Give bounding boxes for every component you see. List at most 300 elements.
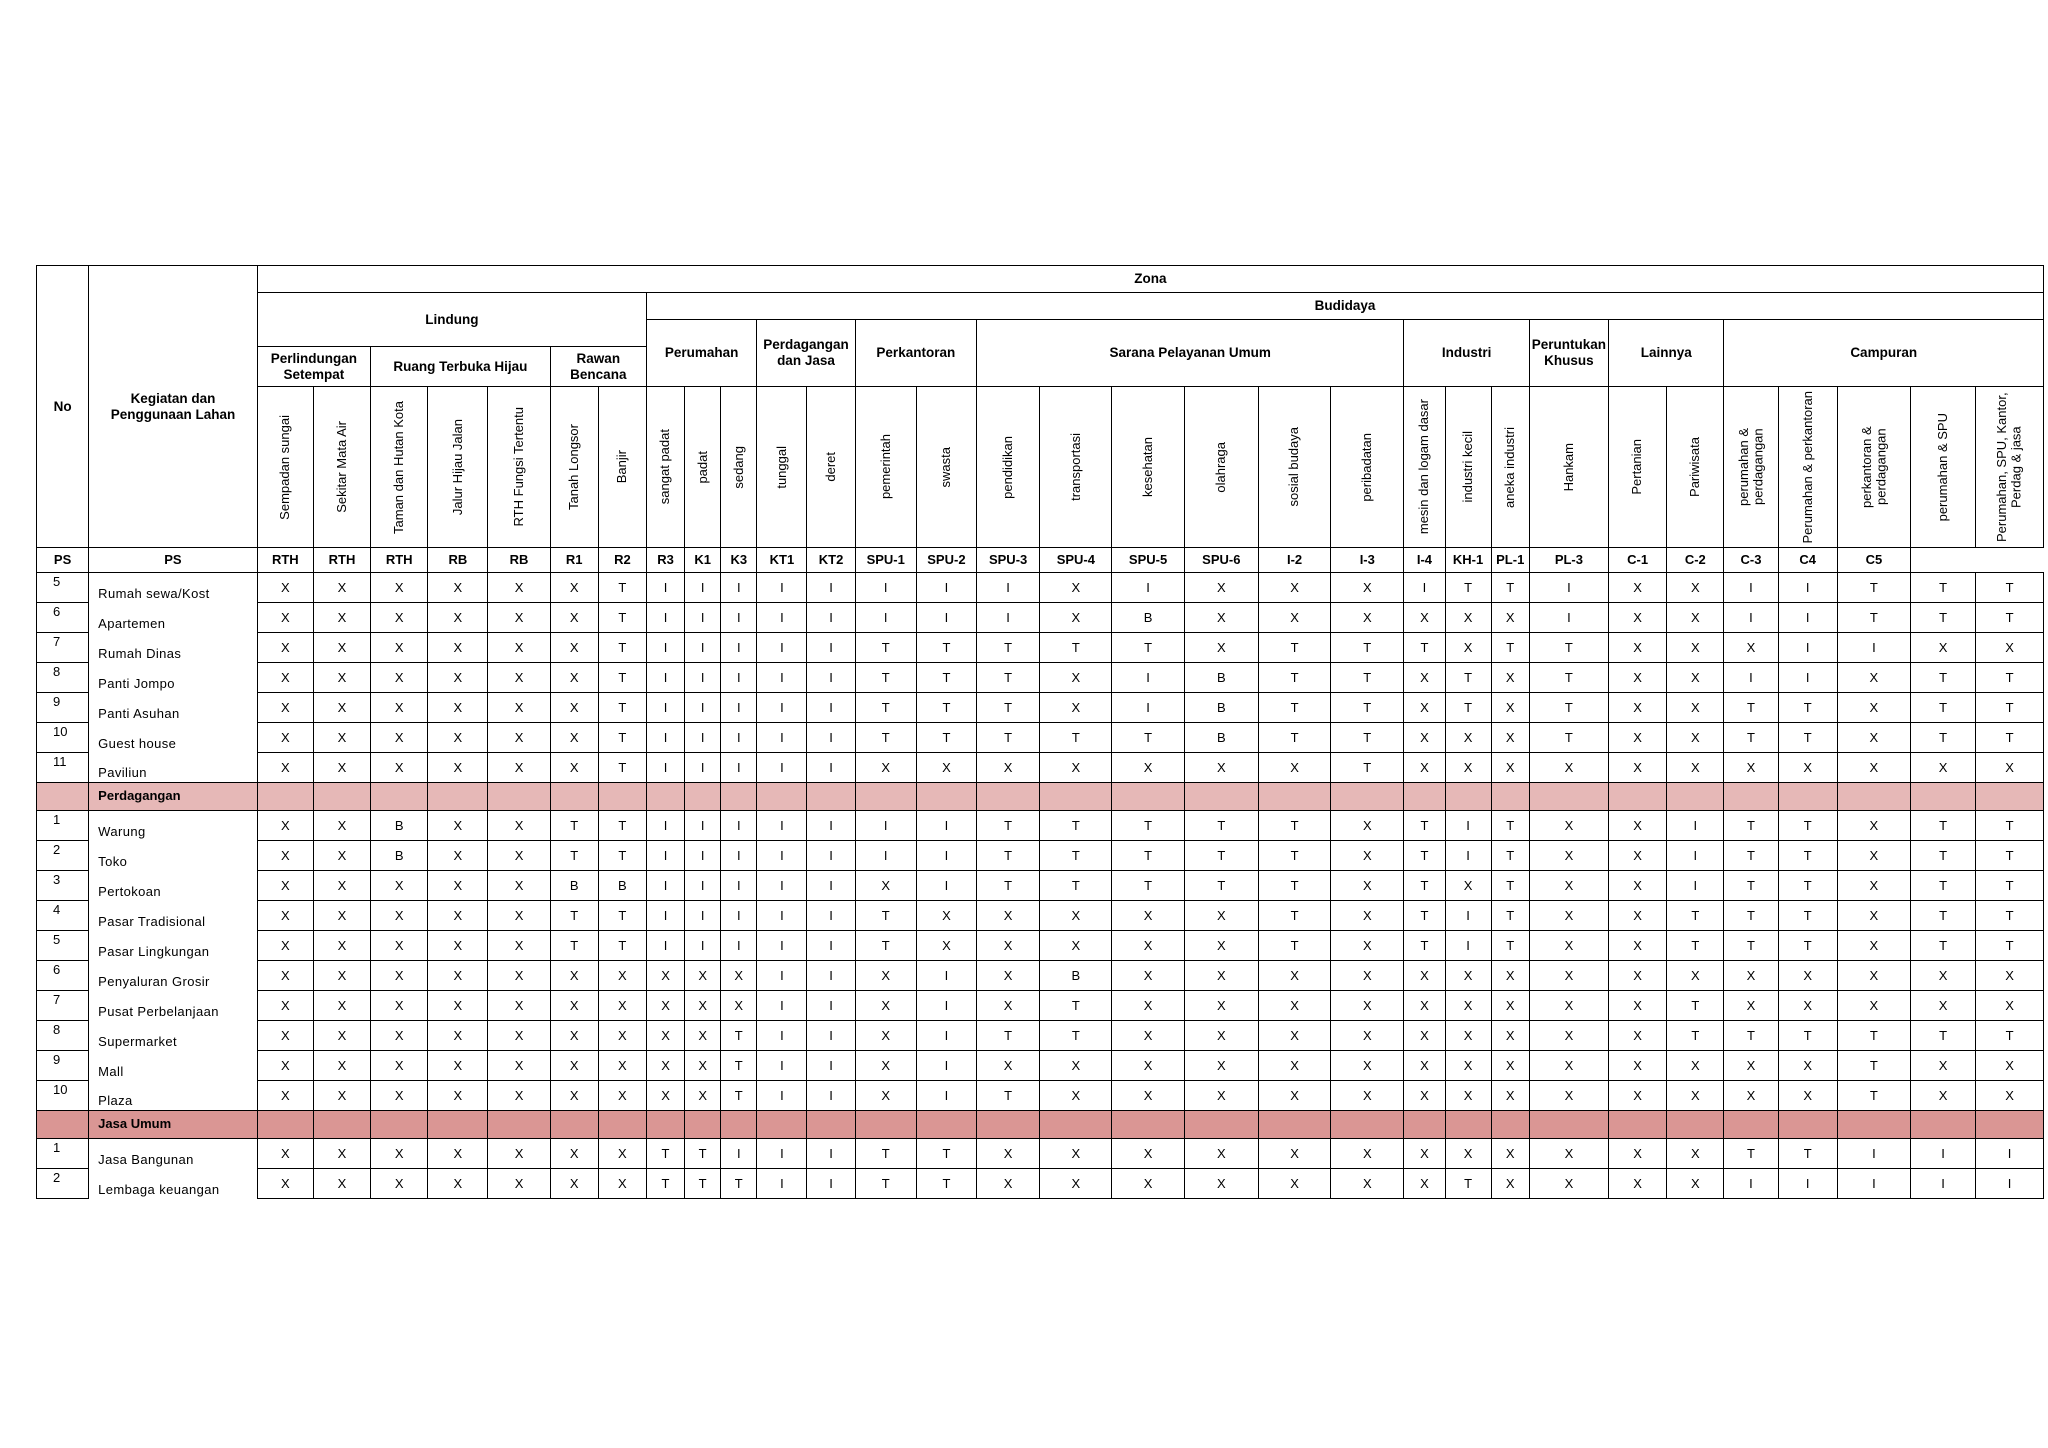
permission-cell: I: [1667, 811, 1724, 841]
permission-cell: T: [1491, 841, 1529, 871]
permission-cell: T: [977, 693, 1040, 723]
permission-cell: X: [371, 1169, 428, 1199]
column-sub-header: [916, 387, 976, 548]
section-fill-cell: [646, 1111, 684, 1139]
permission-cell: X: [598, 1021, 646, 1051]
permission-cell: X: [1184, 1021, 1258, 1051]
permission-cell: T: [855, 901, 916, 931]
permission-cell: X: [1609, 871, 1667, 901]
zone-code: C5: [1837, 548, 1910, 573]
permission-cell: X: [1724, 991, 1778, 1021]
permission-cell: X: [1258, 1051, 1330, 1081]
permission-cell: X: [1609, 931, 1667, 961]
permission-cell: X: [1258, 603, 1330, 633]
permission-cell: I: [1976, 1169, 2044, 1199]
permission-cell: X: [257, 961, 313, 991]
no-header: No: [37, 266, 89, 548]
row-number: 8: [37, 1021, 89, 1051]
permission-cell: X: [371, 1139, 428, 1169]
permission-cell: T: [855, 931, 916, 961]
permission-cell: T: [977, 663, 1040, 693]
section-fill-cell: [757, 1111, 807, 1139]
permission-cell: X: [1976, 991, 2044, 1021]
permission-cell: I: [646, 633, 684, 663]
zone-code: KT2: [807, 548, 855, 573]
permission-cell: X: [550, 1021, 598, 1051]
permission-cell: T: [1976, 693, 2044, 723]
table-row: [37, 573, 2044, 603]
permission-cell: X: [1404, 723, 1445, 753]
permission-cell: T: [598, 901, 646, 931]
permission-cell: T: [1976, 573, 2044, 603]
column-sub-header: [721, 387, 757, 548]
column-sub-header-label: pendidikan: [999, 435, 1015, 499]
permission-cell: X: [313, 901, 370, 931]
permission-cell: X: [488, 663, 550, 693]
permission-cell: I: [646, 811, 684, 841]
permission-cell: I: [807, 723, 855, 753]
column-sub-header: [488, 387, 550, 548]
permission-cell: T: [1491, 871, 1529, 901]
permission-cell: I: [685, 693, 721, 723]
permission-cell: T: [1724, 723, 1778, 753]
permission-cell: X: [371, 573, 428, 603]
permission-cell: T: [550, 811, 598, 841]
permission-cell: X: [428, 1021, 488, 1051]
permission-cell: T: [1529, 723, 1608, 753]
section-fill-cell: [1404, 783, 1445, 811]
section-fill-cell: [1112, 783, 1184, 811]
permission-cell: I: [1667, 871, 1724, 901]
permission-cell: T: [1976, 811, 2044, 841]
permission-cell: X: [313, 991, 370, 1021]
permission-cell: T: [1724, 811, 1778, 841]
permission-cell: X: [1112, 961, 1184, 991]
section-title: Jasa Umum: [89, 1111, 258, 1139]
permission-cell: I: [757, 991, 807, 1021]
permission-cell: X: [1404, 991, 1445, 1021]
permission-cell: I: [1778, 1169, 1837, 1199]
section-fill-cell: [646, 783, 684, 811]
permission-cell: I: [721, 663, 757, 693]
permission-cell: X: [257, 573, 313, 603]
permission-cell: X: [685, 991, 721, 1021]
section-fill-cell: [1911, 783, 1976, 811]
permission-cell: X: [1404, 961, 1445, 991]
permission-cell: X: [550, 633, 598, 663]
column-sub-header-label: Perumahan & perkantoran: [1799, 390, 1815, 544]
permission-cell: T: [1040, 991, 1112, 1021]
permission-cell: X: [1331, 961, 1404, 991]
permission-cell: X: [257, 931, 313, 961]
permission-cell: X: [1609, 1021, 1667, 1051]
permission-cell: X: [1609, 1139, 1667, 1169]
activity-name: Toko: [89, 841, 258, 871]
section-row: [37, 783, 2044, 811]
permission-cell: I: [646, 931, 684, 961]
lindung-group-header: Perlindungan Setempat: [257, 347, 370, 387]
permission-cell: T: [721, 1021, 757, 1051]
permission-cell: X: [1491, 1139, 1529, 1169]
permission-cell: X: [977, 753, 1040, 783]
permission-cell: I: [1404, 573, 1445, 603]
permission-cell: X: [1837, 663, 1910, 693]
section-fill-cell: [721, 783, 757, 811]
permission-cell: T: [1778, 1021, 1837, 1051]
zone-code: R1: [550, 548, 598, 573]
column-sub-header-label: mesin dan logam dasar: [1416, 399, 1432, 535]
permission-cell: X: [1258, 753, 1330, 783]
permission-cell: I: [807, 931, 855, 961]
permission-cell: B: [1184, 693, 1258, 723]
column-sub-header: [1609, 387, 1667, 548]
zone-code: K3: [721, 548, 757, 573]
permission-cell: T: [1529, 663, 1608, 693]
permission-cell: I: [1778, 573, 1837, 603]
zone-code: RB: [488, 548, 550, 573]
column-sub-header: [1911, 387, 1976, 548]
section-fill-cell: [807, 1111, 855, 1139]
column-sub-header: [1404, 387, 1445, 548]
permission-cell: I: [685, 573, 721, 603]
column-sub-header: [1445, 387, 1491, 548]
permission-cell: X: [1667, 663, 1724, 693]
permission-cell: X: [428, 811, 488, 841]
zone-code: SPU-2: [916, 548, 976, 573]
permission-cell: I: [685, 811, 721, 841]
permission-cell: I: [757, 633, 807, 663]
section-fill-cell: [488, 1111, 550, 1139]
permission-cell: I: [685, 753, 721, 783]
permission-cell: T: [1976, 663, 2044, 693]
section-fill-cell: [1529, 783, 1608, 811]
column-sub-header: [371, 387, 428, 548]
permission-cell: X: [1331, 1051, 1404, 1081]
column-sub-header: [977, 387, 1040, 548]
section-fill-cell: [371, 783, 428, 811]
column-sub-header: [855, 387, 916, 548]
budidaya-group-header: Lainnya: [1609, 320, 1724, 387]
column-sub-header-label: Banjir: [614, 450, 630, 484]
permission-cell: X: [855, 1081, 916, 1111]
permission-cell: X: [646, 1081, 684, 1111]
permission-cell: X: [1609, 811, 1667, 841]
permission-cell: T: [1258, 871, 1330, 901]
permission-cell: I: [1445, 811, 1491, 841]
section-fill-cell: [721, 1111, 757, 1139]
table-row: [37, 931, 2044, 961]
permission-cell: T: [685, 1139, 721, 1169]
permission-cell: X: [1112, 1169, 1184, 1199]
permission-cell: X: [1491, 1051, 1529, 1081]
permission-cell: X: [371, 1081, 428, 1111]
permission-cell: T: [1404, 841, 1445, 871]
permission-cell: X: [488, 1139, 550, 1169]
permission-cell: I: [757, 1021, 807, 1051]
permission-cell: X: [428, 693, 488, 723]
column-sub-header: [1778, 387, 1837, 548]
column-sub-header-label: swasta: [938, 446, 954, 488]
section-fill-cell: [1778, 783, 1837, 811]
section-fill-cell: [1445, 1111, 1491, 1139]
permission-cell: X: [1404, 1051, 1445, 1081]
permission-cell: T: [855, 1139, 916, 1169]
permission-cell: T: [1112, 633, 1184, 663]
section-fill-cell: [313, 1111, 370, 1139]
permission-cell: I: [757, 931, 807, 961]
column-sub-header-label: Sekitar Mata Air: [333, 421, 349, 513]
permission-cell: X: [1404, 663, 1445, 693]
permission-cell: T: [1911, 901, 1976, 931]
column-sub-header: [1040, 387, 1112, 548]
permission-cell: X: [257, 633, 313, 663]
permission-cell: T: [1040, 811, 1112, 841]
permission-cell: T: [1976, 871, 2044, 901]
permission-cell: X: [488, 633, 550, 663]
column-sub-header-label: Pertanian: [1629, 439, 1645, 495]
permission-cell: B: [371, 841, 428, 871]
permission-cell: I: [757, 693, 807, 723]
zone-code: R2: [598, 548, 646, 573]
permission-cell: X: [1112, 1021, 1184, 1051]
section-fill-cell: [855, 783, 916, 811]
permission-cell: X: [1609, 633, 1667, 663]
permission-cell: X: [1331, 1139, 1404, 1169]
permission-cell: T: [1837, 573, 1910, 603]
permission-cell: T: [1491, 931, 1529, 961]
permission-cell: T: [1491, 811, 1529, 841]
permission-cell: X: [371, 901, 428, 931]
section-fill-cell: [1184, 783, 1258, 811]
permission-cell: T: [1837, 1051, 1910, 1081]
permission-cell: X: [1331, 573, 1404, 603]
permission-cell: T: [977, 871, 1040, 901]
zone-code: I-2: [1258, 548, 1330, 573]
permission-cell: X: [1911, 1051, 1976, 1081]
permission-cell: B: [371, 811, 428, 841]
zone-code: KH-1: [1445, 548, 1491, 573]
row-number: 8: [37, 663, 89, 693]
permission-cell: I: [807, 961, 855, 991]
permission-cell: X: [1040, 1081, 1112, 1111]
row-number: 4: [37, 901, 89, 931]
budidaya-group-header: Sarana Pelayanan Umum: [977, 320, 1404, 387]
permission-cell: X: [1331, 841, 1404, 871]
permission-cell: X: [371, 961, 428, 991]
permission-cell: X: [1184, 1169, 1258, 1199]
permission-cell: X: [1445, 871, 1491, 901]
activity-name: Apartemen: [89, 603, 258, 633]
permission-cell: X: [1609, 1081, 1667, 1111]
column-sub-header-label: padat: [694, 450, 710, 484]
permission-cell: X: [1529, 1139, 1608, 1169]
permission-cell: X: [371, 723, 428, 753]
column-sub-header-label: sosial budaya: [1286, 427, 1302, 507]
permission-cell: T: [646, 1169, 684, 1199]
permission-cell: I: [1445, 901, 1491, 931]
permission-cell: X: [371, 693, 428, 723]
zone-code: PL-1: [1491, 548, 1529, 573]
permission-cell: X: [1445, 633, 1491, 663]
permission-cell: I: [646, 871, 684, 901]
permission-cell: T: [1112, 811, 1184, 841]
permission-cell: I: [1724, 573, 1778, 603]
column-sub-header-label: Pariwisata: [1687, 437, 1703, 497]
permission-cell: T: [598, 693, 646, 723]
permission-cell: X: [1184, 1139, 1258, 1169]
permission-cell: X: [1331, 901, 1404, 931]
permission-cell: X: [428, 633, 488, 663]
permission-cell: X: [550, 603, 598, 633]
permission-cell: X: [313, 1051, 370, 1081]
permission-cell: X: [257, 901, 313, 931]
permission-cell: T: [1911, 1021, 1976, 1051]
permission-cell: I: [1112, 663, 1184, 693]
permission-cell: T: [721, 1169, 757, 1199]
permission-cell: I: [721, 603, 757, 633]
permission-cell: B: [1112, 603, 1184, 633]
budidaya-group-header: Perumahan: [646, 320, 756, 387]
permission-cell: X: [428, 573, 488, 603]
permission-cell: X: [1911, 753, 1976, 783]
permission-cell: T: [1184, 871, 1258, 901]
permission-cell: T: [1112, 723, 1184, 753]
permission-cell: X: [1491, 991, 1529, 1021]
permission-cell: T: [916, 723, 976, 753]
permission-cell: I: [757, 1139, 807, 1169]
permission-cell: T: [721, 1081, 757, 1111]
permission-cell: X: [428, 723, 488, 753]
permission-cell: X: [313, 603, 370, 633]
permission-cell: I: [807, 1139, 855, 1169]
table-row: [37, 811, 2044, 841]
permission-cell: X: [1529, 901, 1608, 931]
row-number: 1: [37, 1139, 89, 1169]
permission-cell: X: [1609, 841, 1667, 871]
row-number: 7: [37, 991, 89, 1021]
permission-cell: X: [1112, 991, 1184, 1021]
permission-cell: X: [428, 961, 488, 991]
permission-cell: X: [1331, 871, 1404, 901]
permission-cell: I: [807, 663, 855, 693]
permission-cell: X: [685, 1081, 721, 1111]
permission-cell: X: [598, 1139, 646, 1169]
permission-cell: T: [1778, 723, 1837, 753]
column-sub-header: [807, 387, 855, 548]
permission-cell: X: [1778, 753, 1837, 783]
permission-cell: I: [685, 603, 721, 633]
zone-code: R3: [646, 548, 684, 573]
permission-cell: X: [1445, 753, 1491, 783]
permission-cell: T: [1040, 633, 1112, 663]
section-fill-cell: [1778, 1111, 1837, 1139]
permission-cell: X: [685, 1051, 721, 1081]
permission-cell: T: [1404, 901, 1445, 931]
permission-cell: I: [685, 871, 721, 901]
table-row: [37, 603, 2044, 633]
permission-cell: T: [1112, 871, 1184, 901]
permission-cell: X: [1724, 1081, 1778, 1111]
section-fill-cell: [855, 1111, 916, 1139]
permission-cell: X: [428, 1139, 488, 1169]
permission-cell: X: [428, 603, 488, 633]
section-row: [37, 1111, 2044, 1139]
permission-cell: T: [977, 723, 1040, 753]
permission-cell: X: [257, 603, 313, 633]
zone-code: RTH: [313, 548, 370, 573]
permission-cell: X: [1724, 633, 1778, 663]
permission-cell: X: [977, 931, 1040, 961]
permission-cell: X: [721, 991, 757, 1021]
permission-cell: X: [1609, 573, 1667, 603]
permission-cell: I: [685, 901, 721, 931]
permission-cell: I: [757, 1051, 807, 1081]
permission-cell: I: [646, 663, 684, 693]
permission-cell: I: [807, 573, 855, 603]
permission-cell: T: [1724, 871, 1778, 901]
permission-cell: X: [1837, 931, 1910, 961]
permission-cell: X: [1976, 961, 2044, 991]
section-fill-cell: [371, 1111, 428, 1139]
section-fill-cell: [1040, 783, 1112, 811]
zone-code: SPU-5: [1112, 548, 1184, 573]
permission-cell: T: [598, 811, 646, 841]
permission-cell: T: [1911, 841, 1976, 871]
permission-cell: I: [1976, 1139, 2044, 1169]
table-row: [37, 871, 2044, 901]
permission-cell: X: [257, 841, 313, 871]
section-fill-cell: [685, 783, 721, 811]
budidaya-group-header: Campuran: [1724, 320, 2044, 387]
permission-cell: X: [1609, 603, 1667, 633]
permission-cell: X: [1976, 1081, 2044, 1111]
section-fill-cell: [1258, 783, 1330, 811]
permission-cell: T: [550, 901, 598, 931]
section-fill-cell: [807, 783, 855, 811]
permission-cell: T: [1667, 991, 1724, 1021]
budidaya-group-header: Industri: [1404, 320, 1529, 387]
permission-cell: X: [855, 753, 916, 783]
permission-cell: X: [685, 1021, 721, 1051]
permission-cell: X: [1609, 753, 1667, 783]
permission-cell: X: [1040, 1051, 1112, 1081]
permission-cell: X: [1529, 1081, 1608, 1111]
row-number: 1: [37, 811, 89, 841]
zone-code: I-3: [1331, 548, 1404, 573]
permission-cell: T: [1491, 573, 1529, 603]
permission-cell: T: [1911, 931, 1976, 961]
permission-cell: X: [855, 961, 916, 991]
permission-cell: X: [977, 901, 1040, 931]
section-fill-cell: [1667, 1111, 1724, 1139]
permission-cell: X: [1976, 753, 2044, 783]
budidaya-group-header: Perkantoran: [855, 320, 976, 387]
permission-cell: X: [1445, 991, 1491, 1021]
permission-cell: X: [1491, 1169, 1529, 1199]
column-sub-header: [1331, 387, 1404, 548]
section-fill-cell: [1724, 783, 1778, 811]
column-sub-header: [757, 387, 807, 548]
column-sub-header: [1667, 387, 1724, 548]
permission-cell: X: [1667, 1139, 1724, 1169]
section-fill-cell: [257, 783, 313, 811]
permission-cell: T: [855, 1169, 916, 1199]
permission-cell: T: [1778, 693, 1837, 723]
section-fill-cell: [1976, 1111, 2044, 1139]
row-number: 6: [37, 961, 89, 991]
permission-cell: X: [916, 931, 976, 961]
permission-cell: T: [1445, 573, 1491, 603]
